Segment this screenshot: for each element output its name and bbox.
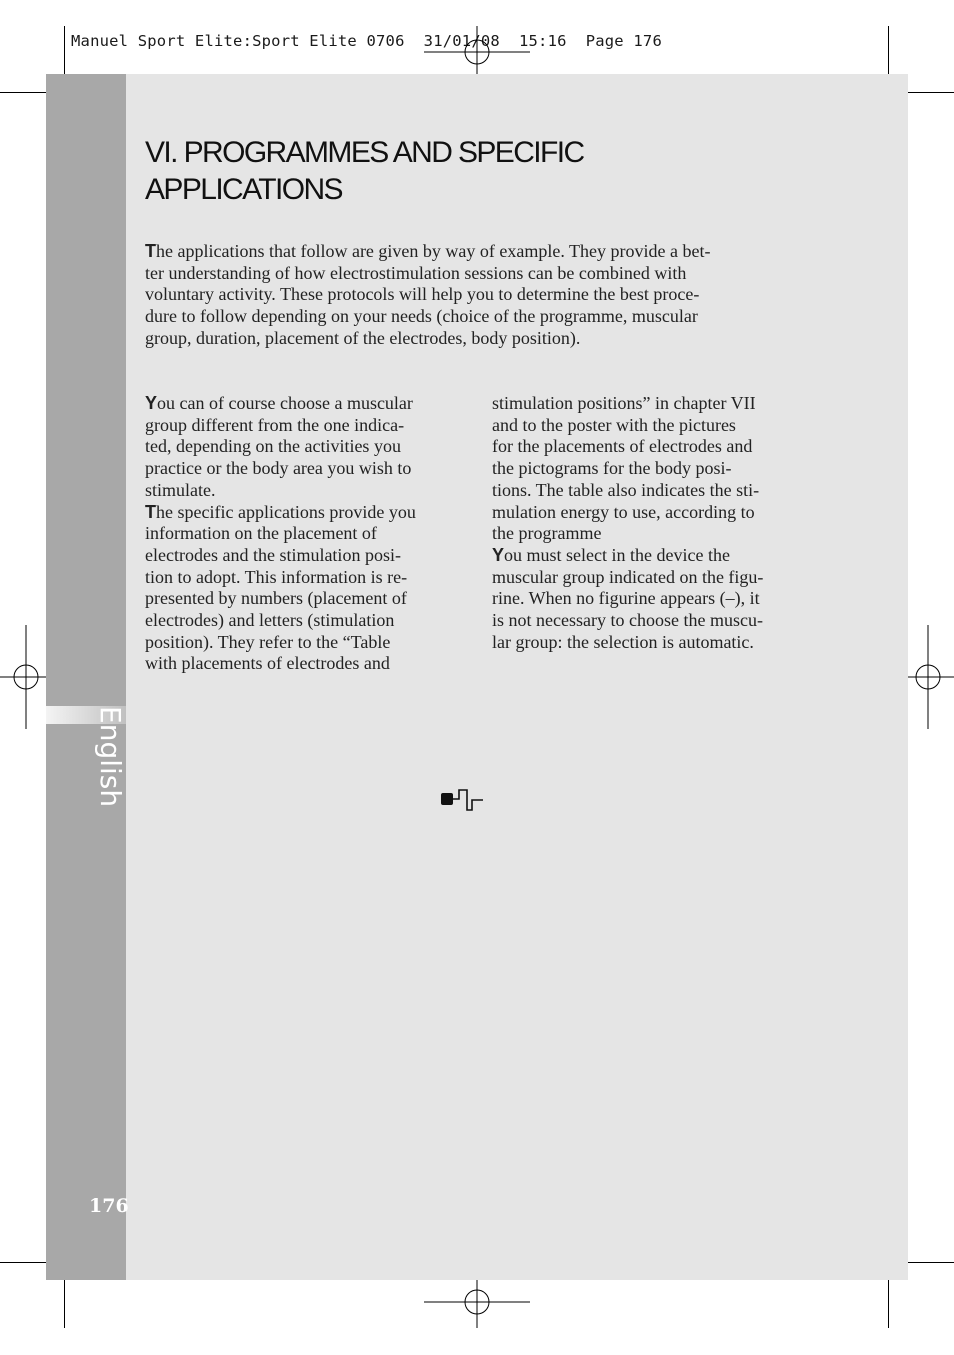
language-label: English [94, 706, 127, 808]
text-line [492, 545, 812, 567]
text-line: with placements of electrodes and [145, 653, 390, 674]
text-line: rine. When no figurine appears (–), it [492, 588, 760, 609]
text-line: and to the poster with the pictures [492, 414, 736, 435]
text-line: dure to follow depending on your needs (choice of the programme, muscular [145, 306, 698, 327]
text-line: presented by numbers (placement of [145, 588, 407, 609]
drop-initial: T [145, 501, 156, 522]
crop-mark [0, 1262, 52, 1263]
text-line [145, 241, 810, 263]
text-line: tion to adopt. This information is re- [145, 566, 408, 587]
drop-initial: Y [145, 393, 158, 413]
registration-mark-icon [424, 1276, 530, 1328]
text-line: practice or the body area you wish to [145, 458, 412, 479]
text-line: position). They refer to the “Table [145, 631, 391, 652]
page-title [145, 134, 845, 208]
text-line: voluntary activity. These protocols will help you to determine the best proce- [145, 284, 700, 305]
page-title-line: APPLICATIONS [145, 173, 342, 206]
text-line: ted, depending on the activities you [145, 436, 401, 457]
drop-initial: T [145, 241, 156, 261]
right-column-text [492, 393, 812, 653]
crop-mark [902, 1262, 954, 1263]
crop-mark [64, 1276, 65, 1328]
text-line [145, 502, 465, 524]
text-line: mulation energy to use, according to [492, 501, 755, 522]
page-number: 176 [89, 1195, 129, 1217]
print-slug: Manuel Sport Elite:Sport Elite 0706 31/01/08 15:16 Page 176 [71, 32, 662, 50]
text-line: group, duration, placement of the electrodes, body position). [145, 327, 581, 348]
text-line-rest: he applications that follow are given by way of example. They provide a bet- [156, 241, 711, 261]
text-line: the pictograms for the body posi- [492, 458, 732, 479]
crop-mark [0, 92, 52, 93]
text-line: lar group: the selection is automatic. [492, 631, 754, 652]
text-line: tions. The table also indicates the sti- [492, 479, 760, 500]
text-line-rest: he specific applications provide you [156, 501, 416, 522]
text-line-rest: ou can of course choose a muscular [157, 393, 413, 413]
text-line-rest: ou must select in the device the [504, 544, 730, 565]
crop-mark [902, 92, 954, 93]
text-line: for the placements of electrodes and [492, 436, 753, 457]
text-line: ter understanding of how electrostimulation sessions can be combined with [145, 262, 687, 283]
text-line: is not necessary to choose the muscu- [492, 610, 763, 631]
text-line: stimulate. [145, 479, 216, 500]
drop-initial: Y [492, 544, 505, 565]
text-line [145, 393, 465, 415]
text-line: the programme [492, 523, 602, 544]
sidebar [46, 74, 126, 1280]
intro-paragraph [145, 241, 810, 350]
text-line: group different from the one indica- [145, 414, 405, 435]
text-line: stimulation positions” in chapter VII [492, 393, 756, 413]
crop-mark [64, 26, 65, 78]
page-title-line: VI. PROGRAMMES AND SPECIFIC [145, 136, 584, 169]
registration-mark-icon [0, 625, 52, 729]
registration-mark-icon [424, 26, 530, 78]
pulse-signal-icon [440, 788, 484, 812]
text-line: electrodes and the stimulation posi- [145, 544, 401, 565]
crop-mark [888, 1276, 889, 1328]
left-column-text [145, 393, 465, 675]
crop-mark [888, 26, 889, 78]
text-line: electrodes) and letters (stimulation [145, 610, 395, 631]
registration-mark-icon [902, 625, 954, 729]
text-line: information on the placement of [145, 523, 377, 544]
text-line: muscular group indicated on the figu- [492, 566, 764, 587]
